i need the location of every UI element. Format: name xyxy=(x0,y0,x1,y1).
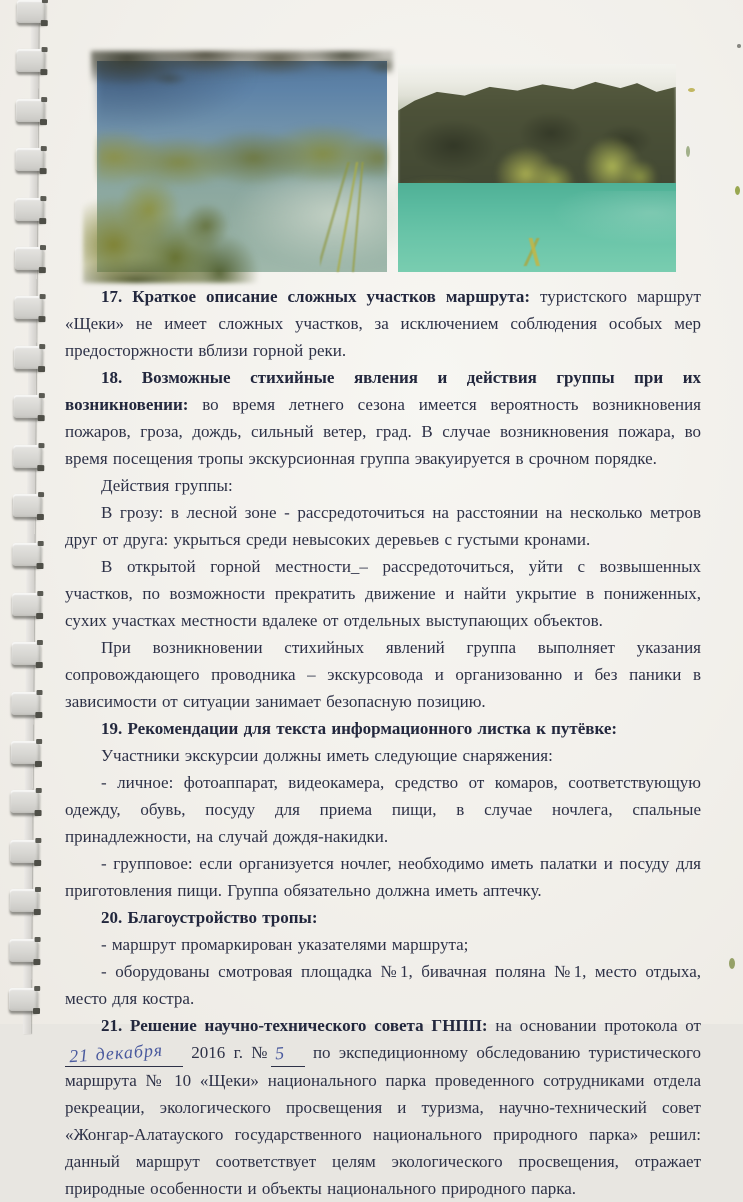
para-18 xyxy=(65,364,701,472)
text-run: В грозу: в лесной зоне - рассредоточиться на расстоянии на несколько метров друг от друга: укрыться среди невысоких деревьев с густыми кронами. xyxy=(65,503,701,549)
binding-tooth xyxy=(10,840,39,863)
binding-tooth xyxy=(13,543,42,566)
binding-tooth xyxy=(11,790,40,813)
para-trail-marking xyxy=(65,931,701,958)
scan-speck xyxy=(735,186,740,195)
para-17 xyxy=(65,283,701,364)
scan-speck xyxy=(737,44,741,48)
binding-tooth xyxy=(14,346,43,369)
scan-speck xyxy=(686,146,690,157)
binding-tooth xyxy=(12,642,41,665)
para-20 xyxy=(65,904,701,931)
binding-tooth xyxy=(13,494,42,517)
scan-speck xyxy=(729,958,735,969)
text-run: - оборудованы смотровая площадка №1, бивачная поляна №1, место отдыха, место для костра. xyxy=(65,962,701,1008)
para-equipment-intro xyxy=(65,742,701,769)
binding-tooth xyxy=(14,395,43,418)
para-group-actions-heading xyxy=(65,472,701,499)
binding-tooth xyxy=(9,938,38,961)
binding-tooth xyxy=(11,741,40,764)
scan-speck xyxy=(688,88,695,92)
overhanging-branches xyxy=(91,51,393,144)
text-run: во время летнего сезона имеется вероятность возникновения пожаров, гроза, дождь, сильный ветер, град. В случае возникновения пожара, во время посещения тропы экскурсионная группа эвакуируется в срочном порядке. xyxy=(65,395,701,468)
text-run: 2016 г. № xyxy=(182,1043,271,1062)
binding-tooth xyxy=(9,988,38,1011)
text-run: 18. Возможные стихийные явления и действия группы при их возникновении: xyxy=(65,368,701,414)
photo-turquoise-lake-hillside xyxy=(398,64,676,272)
binding-tooth xyxy=(13,444,42,467)
text-run: - групповое: если организуется ночлег, необходимо иметь палатки и посуду для приготовления пищи. Группа обязательно должна иметь аптечку. xyxy=(65,854,701,900)
handwritten-entry: 5 xyxy=(273,1042,286,1064)
text-run: При возникновении стихийных явлений группа выполняет указания сопровождающего проводника – экскурсовода и организованно и без паники в зависимости от ситуации занимает безопасную позицию. xyxy=(65,638,701,711)
binding-tooth xyxy=(17,0,46,23)
text-run: - маршрут промаркирован указателями маршрута; xyxy=(101,935,469,954)
text-run: Участники экскурсии должны иметь следующие снаряжения: xyxy=(101,746,553,765)
reed-stalk xyxy=(515,238,555,266)
para-personal-equipment xyxy=(65,769,701,850)
text-run: туристского маршрут «Щеки» не имеет сложных участков, за исключением соблюдения особых мер предосторжности вблизи горной реки. xyxy=(65,287,701,360)
text-run: 19. Рекомендации для текста информационного листка к путёвке: xyxy=(101,719,618,738)
para-thunderstorm-open-terrain xyxy=(65,553,701,634)
document-text xyxy=(65,283,701,1202)
para-21 xyxy=(65,1012,701,1202)
fill-in-blank xyxy=(271,1039,305,1067)
text-run: 21. Решение научно-технического совета ГНПП: xyxy=(101,1016,496,1035)
photo-lake-overhanging-branches xyxy=(97,61,387,272)
binding-tooth xyxy=(16,49,45,72)
comb-binding xyxy=(6,0,60,1034)
binding-tooth xyxy=(15,197,44,220)
binding-tooth xyxy=(15,247,44,270)
binding-tooth xyxy=(10,889,39,912)
para-thunderstorm-forest xyxy=(65,499,701,553)
handwritten-entry: 21 декабря xyxy=(68,1039,164,1067)
para-guide-instructions xyxy=(65,634,701,715)
binding-tooth xyxy=(12,593,41,616)
para-trail-facilities xyxy=(65,958,701,1012)
binding-tooth xyxy=(16,148,45,171)
text-run: 20. Благоустройство тропы: xyxy=(101,908,318,927)
binding-tooth xyxy=(16,99,45,122)
para-19 xyxy=(65,715,701,742)
binding-tooth xyxy=(11,691,40,714)
para-group-equipment xyxy=(65,850,701,904)
text-run: 17. Краткое описание сложных участков маршрута: xyxy=(101,287,541,306)
text-run: по экспедиционному обследованию туристического маршрута № 10 «Щеки» национального парка проведенного сотрудниками отдела рекреации, экологического просвещения и туризма, научно-технический совет «Жонгар-Алатауского государственного национального природного парка» решил: данный маршрут соответствует целям экологического просвещения, отражает природные особенности и объекты национального природного парка. xyxy=(65,1043,702,1198)
reeds xyxy=(320,162,378,272)
fill-in-blank xyxy=(65,1039,183,1067)
binding-tooth xyxy=(14,296,43,319)
text-run: - личное: фотоаппарат, видеокамера, средство от комаров, соответствующую одежду, обувь, посуду для приема пищи, в случае ночлега, спальные принадлежности, на случай дождя-накидки. xyxy=(65,773,701,846)
text-run: на основании протокола от xyxy=(495,1016,701,1035)
foreground-bushes xyxy=(83,156,303,283)
text-run: В открытой горной местности_– рассредоточиться, уйти с возвышенных участков, по возможности прекратить движение и найти укрытие в пониженных, сухих участках местности вдалеке от отдельных выступающих объектов. xyxy=(65,557,701,630)
text-run: Действия группы: xyxy=(101,476,233,495)
